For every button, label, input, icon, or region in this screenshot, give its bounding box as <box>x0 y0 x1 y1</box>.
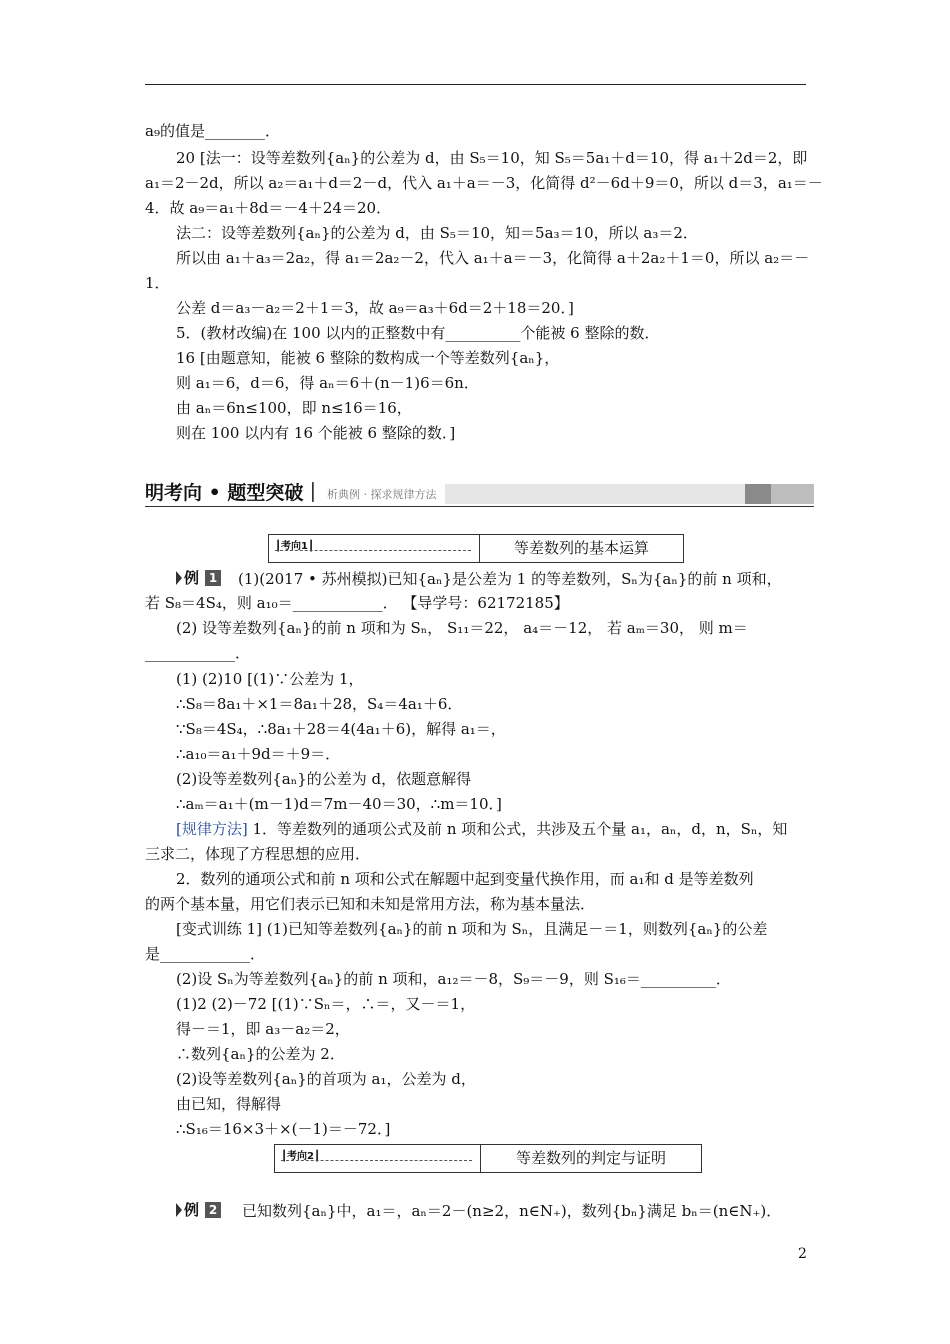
text-line: a₉的值是________． <box>145 122 280 140</box>
example-2-badge <box>176 1201 228 1219</box>
kaoxiang-2-box <box>274 1144 702 1173</box>
text-line: 得－＝1，即 a₃－a₂＝2， <box>176 1020 350 1038</box>
example-number: 1 <box>205 570 221 586</box>
section-subtitle: 析典例 · 探求规律方法 <box>327 488 437 501</box>
text-line: 20 [法一：设等差数列{aₙ}的公差为 d，由 S₅＝10，知 S₅＝5a₁＋d＝10，得 a₁＋2d＝2，即 <box>176 149 808 167</box>
text-line: (1)2 (2)－72 [(1)∵Sₙ＝，∴＝，又－＝1， <box>176 995 476 1013</box>
text-line: ∴a₁₀＝a₁＋9d＝＋9＝． <box>176 745 341 763</box>
page-number: 2 <box>798 1246 807 1262</box>
text-line: (2)设 Sₙ为等差数列{aₙ}的前 n 项和，a₁₂＝－8，S₉＝－9，则 S₁₆＝__________． <box>176 970 731 988</box>
text-line: 公差 d＝a₃－a₂＝2＋1＝3，故 a₉＝a₃＋6d＝2＋18＝20．] <box>176 299 574 317</box>
dashed-line <box>281 1160 472 1161</box>
kaoxiang-2-title: 等差数列的判定与证明 <box>515 1149 666 1167</box>
text-line: 是____________． <box>145 945 266 963</box>
banner-bar <box>445 484 745 504</box>
method-text: 1．等差数列的通项公式及前 n 项和公式，共涉及五个量 a₁，aₙ，d，n，Sₙ，知 <box>252 820 788 838</box>
text-line: 由 aₙ＝6n≤100，即 n≤16＝16， <box>176 399 412 417</box>
text-line: 法二：设等差数列{aₙ}的公差为 d，由 S₅＝10，知＝5a₃＝10，所以 a₃＝2． <box>176 224 698 242</box>
text-line: 由已知，得解得 <box>176 1095 282 1113</box>
text-line: 若 S₈＝4S₄，则 a₁₀＝____________． 【导学号：62172185】 <box>145 594 569 612</box>
text-line: [变式训练 1] (1)已知等差数列{aₙ}的前 n 项和为 Sₙ，且满足－＝1，则数列{aₙ}的公差 <box>176 920 768 938</box>
text-line: ∴S₁₆＝16×3＋×(－1)＝－72．] <box>176 1120 391 1138</box>
text-line: 则在 100 以内有 16 个能被 6 整除的数．] <box>176 424 456 442</box>
example-number: 2 <box>205 1202 221 1218</box>
text-line: 2．数列的通项公式和前 n 项和公式在解题中起到变量代换作用，而 a₁和 d 是等差数列 <box>176 870 754 888</box>
text-line: (1) (2)10 [(1)∵公差为 1， <box>176 670 364 688</box>
kaoxiang-1-tag: ┃考向1┃ <box>275 541 314 552</box>
example-label: 例 <box>184 1201 200 1219</box>
header-rule <box>145 84 806 85</box>
text-line: (2) 设等差数列{aₙ}的前 n 项和为 Sₙ， S₁₁＝22， a₄＝－12， 若 aₘ＝30， 则 m＝ <box>176 619 748 637</box>
method-line <box>176 819 787 839</box>
example-1-text: (1)(2017 • 苏州模拟)已知{aₙ}是公差为 1 的等差数列，Sₙ为{aₙ}的前 n 项和， <box>238 570 782 588</box>
method-label: [规律方法] <box>176 820 248 838</box>
triangle-icon <box>176 1203 182 1217</box>
text-line: 的两个基本量，用它们表示已知和未知是常用方法，称为基本量法． <box>145 895 596 913</box>
section-title: 明考向 • 题型突破｜ <box>145 482 323 504</box>
example-2-text: 已知数列{aₙ}中，a₁＝，aₙ＝2－(n≥2，n∈N₊)，数列{bₙ}满足 bₙ＝(n∈N₊)． <box>242 1202 782 1220</box>
text-line: 5．(教材改编)在 100 以内的正整数中有__________个能被 6 整除的数． <box>176 324 660 342</box>
kaoxiang-1-tag-cell <box>269 535 480 562</box>
text-line: (2)设等差数列{aₙ}的首项为 a₁，公差为 d， <box>176 1070 476 1088</box>
text-line: 所以由 a₁＋a₃＝2a₂，得 a₁＝2a₂－2，代入 a₁＋a＝－3，化简得 a＋2a₂＋1＝0，所以 a₂＝－ <box>176 249 810 267</box>
text-line: 三求二，体现了方程思想的应用． <box>145 845 371 863</box>
example-1-line <box>176 566 782 589</box>
text-line: ____________． <box>145 644 251 662</box>
kaoxiang-2-tag-cell <box>275 1145 481 1172</box>
text-line: ∴S₈＝8a₁＋×1＝8a₁＋28，S₄＝4a₁＋6． <box>176 695 463 713</box>
banner-bar-dark <box>745 484 771 504</box>
text-line: 1． <box>145 274 170 292</box>
triangle-icon <box>176 571 182 585</box>
example-1-badge <box>176 569 228 587</box>
text-line: a₁＝2－2d，所以 a₂＝a₁＋d＝2－d，代入 a₁＋a＝－3，化简得 d²－6d＋9＝0，所以 d＝3，a₁＝－ <box>145 174 823 192</box>
text-line: ∴aₘ＝a₁＋(m－1)d＝7m－40＝30，∴m＝10．] <box>176 795 502 813</box>
example-label: 例 <box>184 569 200 587</box>
text-line: 4．故 a₉＝a₁＋8d＝－4＋24＝20． <box>145 199 392 217</box>
kaoxiang-2-tag: ┃考向2┃ <box>281 1151 320 1162</box>
text-line: ∴数列{aₙ}的公差为 2． <box>176 1045 345 1063</box>
text-line: (2)设等差数列{aₙ}的公差为 d，依题意解得 <box>176 770 472 788</box>
kaoxiang-1-box <box>268 534 684 563</box>
example-2-line <box>176 1198 781 1221</box>
dashed-line <box>275 550 471 551</box>
kaoxiang-1-title: 等差数列的基本运算 <box>513 539 649 557</box>
banner-rule <box>145 506 814 507</box>
banner-bar-light <box>771 484 814 504</box>
text-line: 16 [由题意知，能被 6 整除的数构成一个等差数列{aₙ}， <box>176 349 560 367</box>
text-line: 则 a₁＝6，d＝6，得 aₙ＝6＋(n－1)6＝6n． <box>176 374 479 392</box>
text-line: ∵S₈＝4S₄，∴8a₁＋28＝4(4a₁＋6)，解得 a₁＝， <box>176 720 506 738</box>
section-banner <box>145 481 814 507</box>
